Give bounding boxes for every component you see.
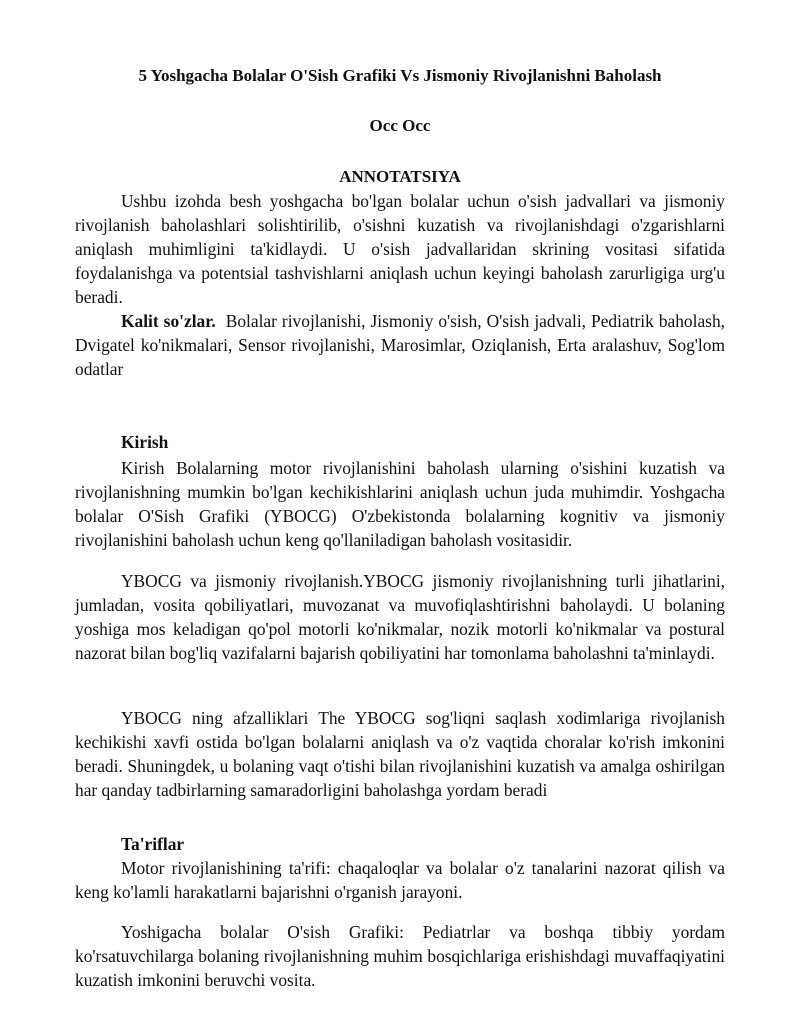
- definitions-heading: Ta'riflar: [121, 834, 185, 854]
- abstract-paragraph: Ushbu izohda besh yoshgacha bo'lgan bolalar uchun o'sish jadvallari va jismoniy rivojlanish baholashlari solishtirilib, o'sishni kuzatish va rivojlanishdagi o'zgarishlarni aniqlash muhimligini ta'kidlaydi. U o'sish jadvallaridan skrining vositasi sifatida foydalanishga va potentsial tashvishlarni aniqlash uchun keyingi baholash zarurligiga urg'u beradi.: [75, 191, 725, 307]
- keywords-text: Bolalar rivojlanishi, Jismoniy o'sish, O'sish jadvali, Pediatrik baholash, Dvigatel ko'nikmalari, Sensor rivojlanishi, Marosimlar, Oziqlanish, Erta aralashuv, Sog'lom odatlar: [75, 311, 725, 379]
- intro-paragraph-3: YBOCG ning afzalliklari The YBOCG sog'liqni saqlash xodimlariga rivojlanish kechikishi xavfi ostida bo'lgan bolalarni aniqlash va o'z vaqtida choralar ko'rish imkonini beradi. Shuningdek, u bolaning vaqt o'tishi bilan rivojlanishini kuzatish va amalga oshirilgan har qanday tadbirlarning samaradorligini baholashga yordam beradi: [75, 708, 725, 800]
- intro-paragraph-2: YBOCG va jismoniy rivojlanish.YBOCG jismoniy rivojlanishning turli jihatlarini, jumladan, vosita qobiliyatlari, muvozanat va muvofiqlashtirishni baholaydi. U bolaning yoshiga mos keladigan qo'pol motorli ko'nikmalar, nozik motorli ko'nikmalar va postural nazorat bilan bog'liq vazifalarni bajarish qobiliyatini har tomonlama baholashni ta'minlaydi.: [75, 571, 725, 663]
- definitions-paragraph-2: Yoshigacha bolalar O'sish Grafiki: Pediatrlar va boshqa tibbiy yordam ko'rsatuvchilarga bolaning rivojlanishning muhim bosqichlariga erishishdagi muvaffaqiyatini kuzatish imkonini beruvchi vosita.: [75, 922, 725, 990]
- keywords-paragraph: [75, 309, 725, 381]
- definitions-paragraph-1: Motor rivojlanishining ta'rifi: chaqaloqlar va bolalar o'z tanalarini nazorat qilish va keng ko'lamli harakatlarni bajarishni o'rganish jarayoni.: [75, 858, 725, 902]
- abstract-heading: ANNOTATSIYA: [339, 167, 461, 186]
- document-authors: Occ Occ: [369, 116, 431, 135]
- document-title: 5 Yoshgacha Bolalar O'Sish Grafiki Vs Jismoniy Rivojlanishni Baholash: [138, 66, 662, 85]
- intro-heading: Kirish: [121, 432, 169, 452]
- keywords-label: Kalit so'zlar.: [121, 311, 216, 331]
- intro-paragraph-1: Kirish Bolalarning motor rivojlanishini baholash ularning o'sishini kuzatish va rivojlanishning mumkin bo'lgan kechikishlarini aniqlash uchun juda muhimdir. Yoshgacha bolalar O'Sish Grafiki (YBOCG) O'zbekistonda bolalarning kognitiv va jismoniy rivojlanishini baholash uchun keng qo'llaniladigan baholash vositasidir.: [75, 458, 725, 550]
